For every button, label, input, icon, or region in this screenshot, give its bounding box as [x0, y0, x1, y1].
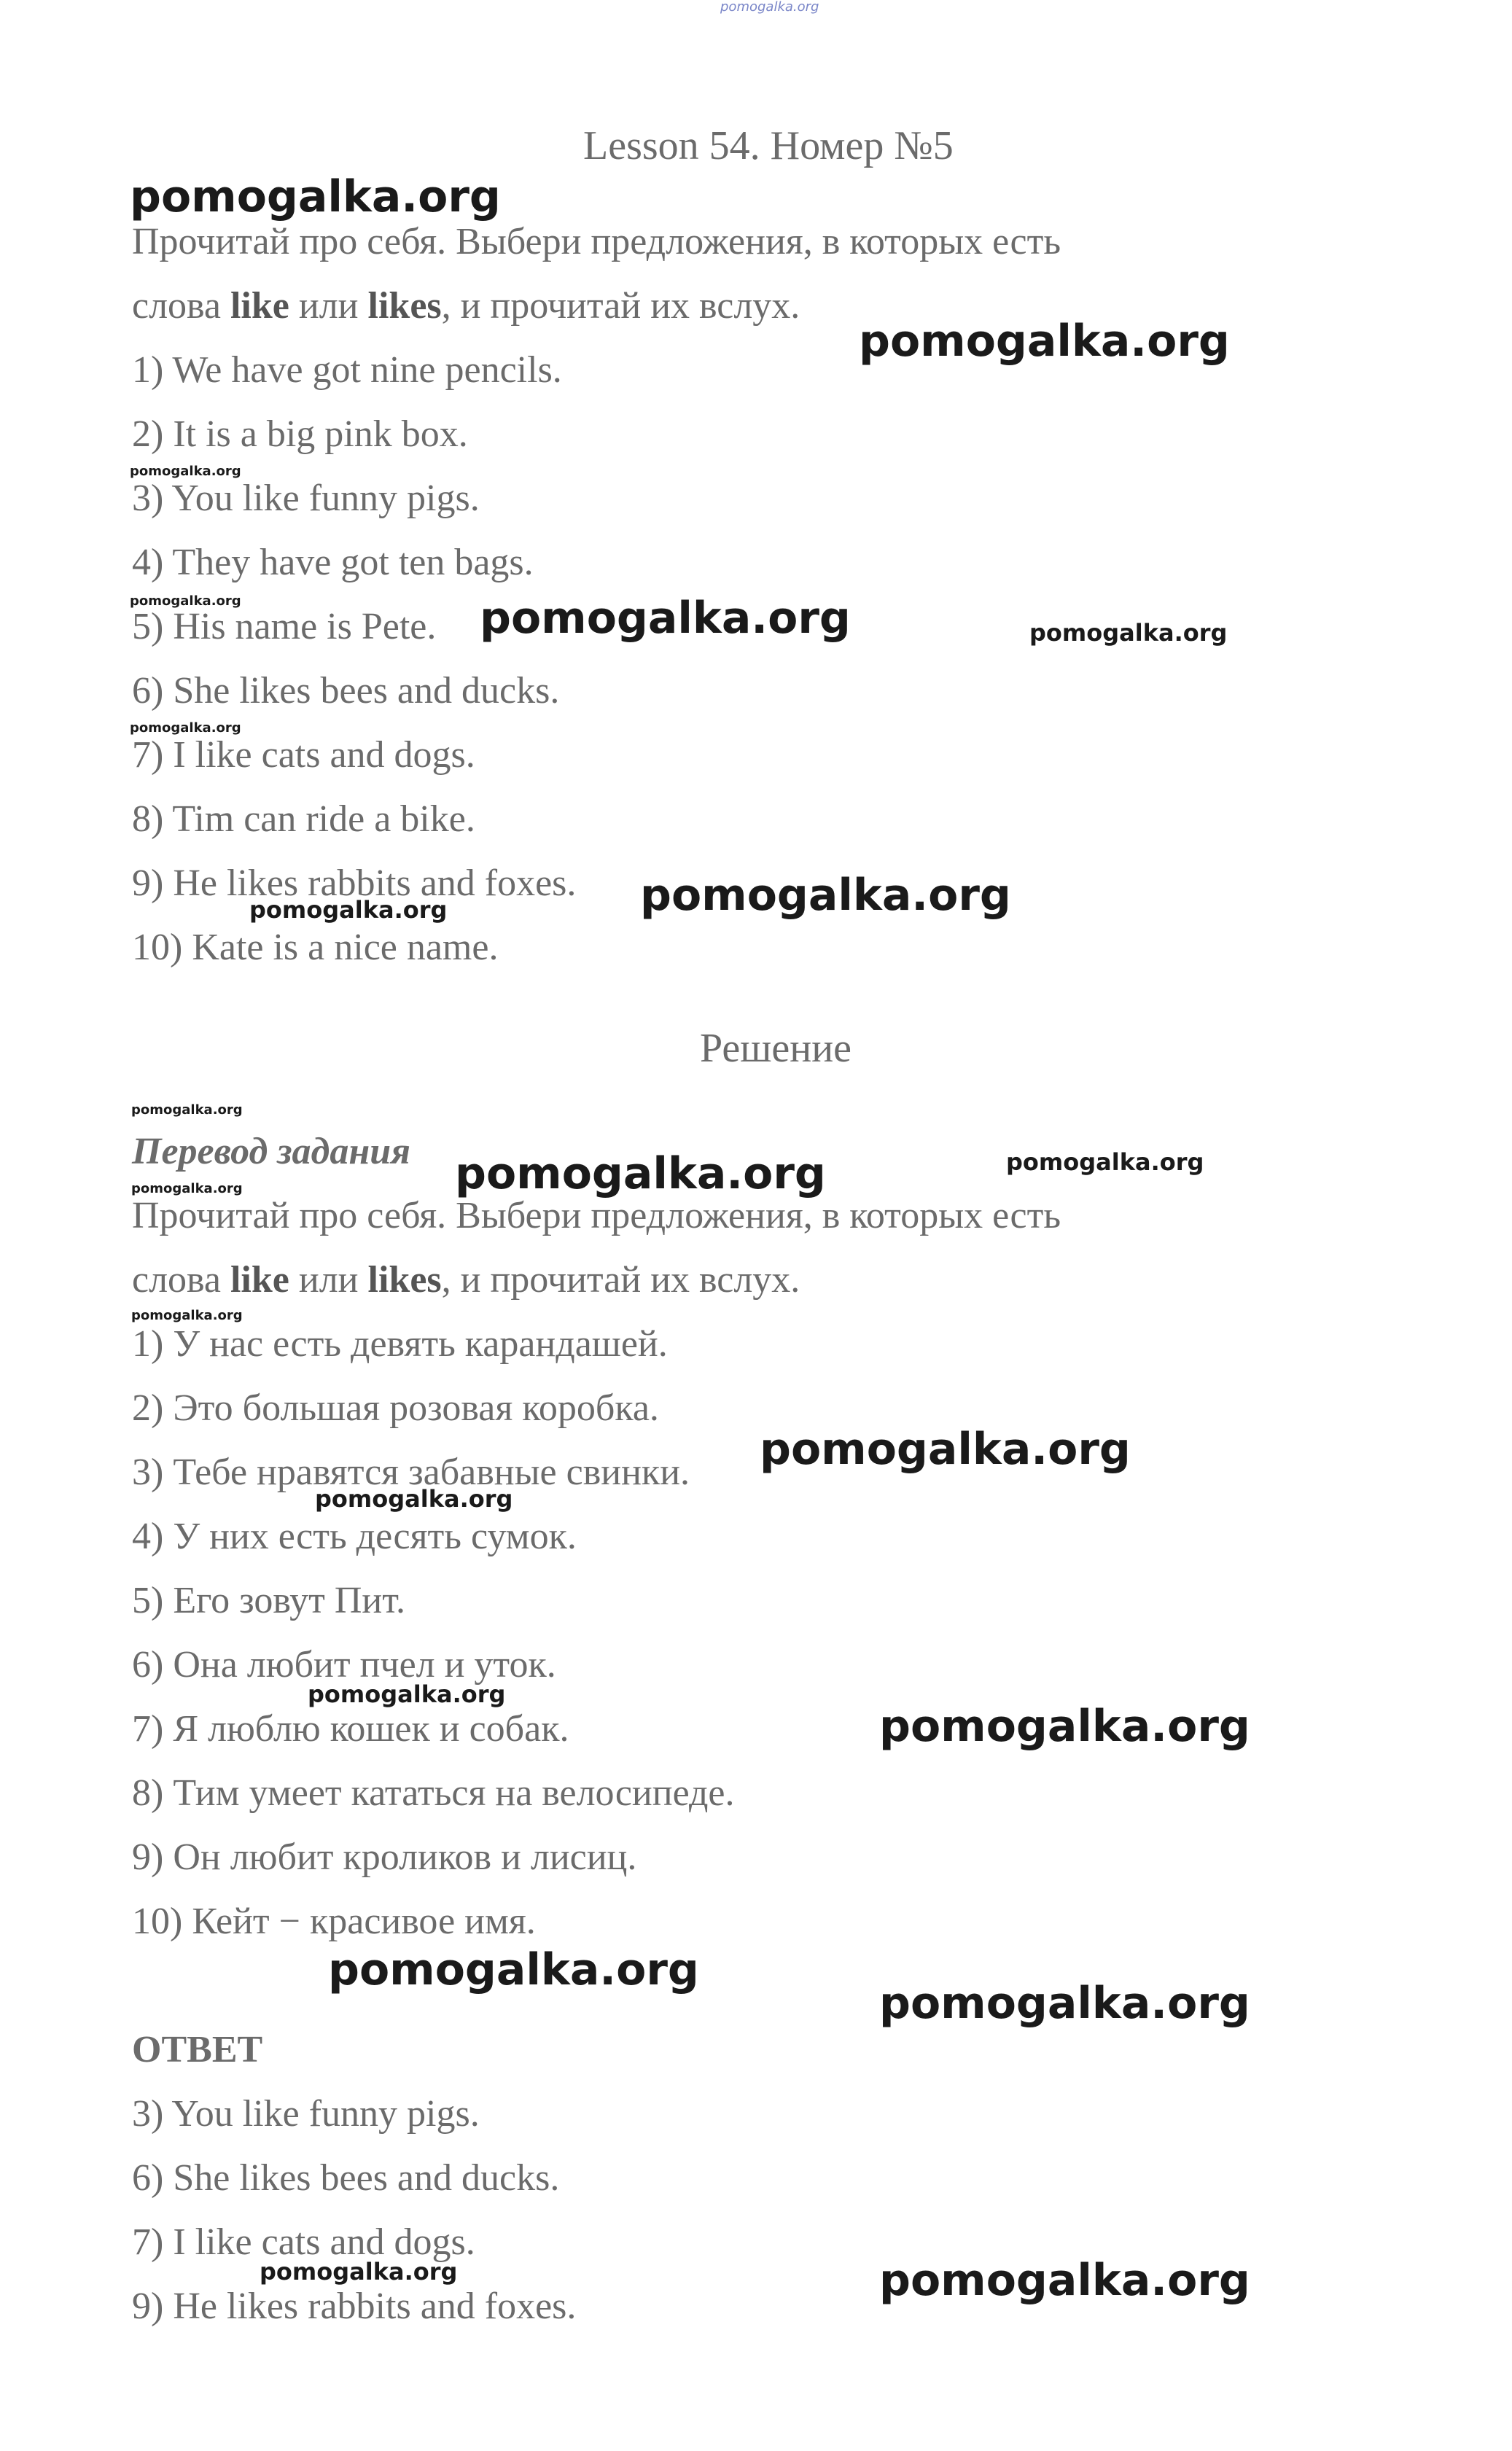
task-translation-line-1: Прочитай про себя. Выбери предложения, в которых есть — [132, 1195, 1061, 1236]
watermark-top: pomogalka.org — [720, 0, 819, 15]
task-line-2: слова like или likes, и прочитай их вслух. — [132, 285, 800, 327]
sentence-item: 1) We have got nine pencils. — [132, 349, 562, 391]
watermark: pomogalka.org — [1029, 619, 1228, 647]
watermark: pomogalka.org — [1006, 1148, 1204, 1176]
watermark: pomogalka.org — [640, 870, 1011, 921]
task-translation-line-2: слова like или likes, и прочитай их вслух. — [132, 1259, 800, 1301]
sentence-item: 2) It is a big pink box. — [132, 413, 468, 455]
answer-item: 7) I like cats and dogs. — [132, 2221, 475, 2263]
sentence-item: 10) Kate is a nice name. — [132, 927, 499, 968]
watermark: pomogalka.org — [249, 896, 448, 924]
watermark: pomogalka.org — [879, 1701, 1250, 1752]
sentence-item: 3) You like funny pigs. — [132, 478, 480, 519]
watermark: pomogalka.org — [879, 2255, 1250, 2306]
watermark: pomogalka.org — [879, 1978, 1250, 2029]
watermark: pomogalka.org — [328, 1944, 699, 1995]
translation-item: 2) Это большая розовая коробка. — [132, 1387, 659, 1429]
sentence-item: 8) Tim can ride a bike. — [132, 798, 475, 840]
watermark: pomogalka.org — [131, 1308, 243, 1323]
sentence-item: 4) They have got ten bags. — [132, 542, 534, 583]
task-line-1: Прочитай про себя. Выбери предложения, в которых есть — [132, 221, 1061, 262]
translation-item: 7) Я люблю кошек и собак. — [132, 1708, 569, 1750]
translation-item: 4) У них есть десять сумок. — [132, 1516, 577, 1557]
watermark: pomogalka.org — [131, 1181, 243, 1196]
watermark: pomogalka.org — [455, 1148, 826, 1199]
solution-heading: Решение — [700, 1026, 852, 1071]
watermark: pomogalka.org — [130, 464, 241, 479]
translation-item: 10) Кейт − красивое имя. — [132, 1901, 536, 1942]
translation-heading: Перевод задания — [132, 1131, 410, 1172]
watermark: pomogalka.org — [131, 1102, 243, 1118]
translation-item: 6) Она любит пчел и уток. — [132, 1644, 556, 1686]
sentence-item: 7) I like cats and dogs. — [132, 734, 475, 776]
watermark: pomogalka.org — [859, 316, 1230, 367]
translation-item: 3) Тебе нравятся забавные свинки. — [132, 1451, 690, 1493]
watermark: pomogalka.org — [260, 2258, 458, 2286]
answer-item: 6) She likes bees and ducks. — [132, 2157, 560, 2199]
translation-item: 5) Его зовут Пит. — [132, 1580, 406, 1621]
watermark: pomogalka.org — [315, 1485, 513, 1513]
translation-item: 1) У нас есть девять карандашей. — [132, 1323, 668, 1365]
watermark: pomogalka.org — [760, 1424, 1131, 1475]
answer-item: 9) He likes rabbits and foxes. — [132, 2286, 577, 2327]
translation-item: 8) Тим умеет кататься на велосипеде. — [132, 1772, 735, 1814]
translation-item: 9) Он любит кроликов и лисиц. — [132, 1836, 637, 1878]
answer-item: 3) You like funny pigs. — [132, 2093, 480, 2135]
watermark: pomogalka.org — [130, 593, 241, 609]
watermark: pomogalka.org — [480, 593, 851, 644]
watermark: pomogalka.org — [130, 171, 501, 222]
sentence-item: 9) He likes rabbits and foxes. — [132, 862, 577, 904]
answer-heading: ОТВЕТ — [132, 2029, 263, 2070]
sentence-item: 5) His name is Pete. — [132, 606, 437, 647]
watermark: pomogalka.org — [130, 720, 241, 736]
page-title: Lesson 54. Номер №5 — [583, 123, 954, 168]
watermark: pomogalka.org — [308, 1680, 506, 1708]
sentence-item: 6) She likes bees and ducks. — [132, 670, 560, 712]
